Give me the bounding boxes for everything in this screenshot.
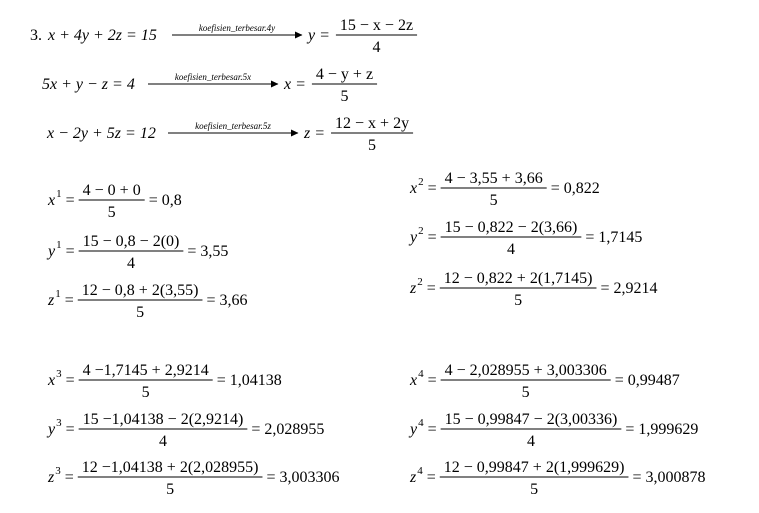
iteration-fraction — [440, 270, 597, 309]
equals-sign: = — [65, 243, 75, 260]
equals-sign: = — [65, 192, 75, 209]
iteration-result: 1,999629 — [638, 421, 699, 438]
iteration-fraction — [79, 182, 145, 221]
iteration-superscript: 2 — [418, 176, 424, 188]
fraction-numerator: 12 −1,04138 + 2(2,028955) — [81, 459, 259, 476]
iteration-variable: x — [410, 372, 418, 389]
equals-sign: = — [64, 292, 74, 309]
iteration-y-3 — [46, 411, 324, 450]
fraction-numerator: 15 − x − 2z — [339, 17, 414, 34]
iteration-superscript: 1 — [55, 288, 61, 300]
equals-sign: = — [148, 192, 158, 209]
fraction-numerator: 4 −1,7145 + 2,9214 — [82, 362, 209, 379]
iteration-x-4 — [409, 362, 680, 401]
fraction-denominator: 5 — [340, 88, 349, 105]
equals-sign: = — [427, 372, 437, 389]
iteration-fraction — [441, 219, 582, 258]
iteration-superscript: 2 — [417, 276, 423, 288]
solved-fraction — [331, 115, 413, 154]
iteration-fraction — [441, 411, 622, 450]
equals-sign: = — [65, 372, 75, 389]
fraction-denominator: 5 — [489, 192, 498, 209]
equals-sign: = — [427, 180, 437, 197]
fraction-numerator: 4 − y + z — [315, 66, 374, 83]
fraction-denominator: 5 — [166, 481, 175, 498]
fraction-numerator: 15 − 0,8 − 2(0) — [82, 233, 180, 250]
fraction-denominator: 4 — [372, 39, 381, 56]
fraction-numerator: 15 −1,04138 − 2(2,9214) — [82, 411, 244, 428]
iteration-y-2 — [408, 219, 642, 258]
fraction-denominator: 4 — [506, 241, 515, 258]
fraction-denominator: 4 — [126, 255, 135, 272]
equals-sign: = — [585, 229, 595, 246]
solved-variable: x = — [284, 76, 306, 93]
solved-variable: y = — [308, 27, 330, 44]
iteration-result: 0,8 — [161, 192, 182, 209]
fraction-denominator: 5 — [521, 384, 530, 401]
iteration-variable: x — [410, 180, 418, 197]
fraction-denominator: 5 — [141, 384, 150, 401]
equation-lhs: 5x + y − z = 4 — [42, 76, 135, 93]
iteration-variable: x — [48, 372, 56, 389]
iteration-variable: x — [48, 192, 56, 209]
iteration-x-3 — [47, 362, 282, 401]
equals-sign: = — [426, 280, 436, 297]
iteration-fraction — [79, 233, 184, 272]
iteration-result: 3,003306 — [279, 469, 340, 486]
fraction-denominator: 5 — [530, 481, 539, 498]
iteration-result: 1,7145 — [598, 229, 643, 246]
iteration-variable: z — [48, 292, 55, 309]
iteration-fraction — [78, 459, 263, 498]
iteration-y-4 — [408, 411, 698, 450]
equals-sign: = — [266, 469, 276, 486]
equals-sign: = — [427, 421, 437, 438]
iteration-result: 0,99487 — [627, 372, 680, 389]
fraction-denominator: 4 — [526, 433, 535, 450]
iteration-results — [46, 170, 706, 498]
iteration-superscript: 3 — [56, 368, 62, 380]
fraction-numerator: 12 − 0,822 + 2(1,7145) — [443, 270, 593, 287]
equals-sign: = — [614, 372, 624, 389]
fraction-denominator: 4 — [158, 433, 167, 450]
iteration-variable: y — [410, 421, 418, 438]
fraction-numerator: 12 − 0,8 + 2(3,55) — [81, 282, 199, 299]
equals-sign: = — [550, 180, 560, 197]
iteration-variable: y — [410, 229, 418, 246]
fraction-numerator: 12 − 0,99847 + 2(1,999629) — [443, 459, 625, 476]
iteration-result: 2,9214 — [613, 280, 658, 297]
equals-sign: = — [187, 243, 197, 260]
iteration-z-4 — [409, 459, 706, 498]
solved-fraction — [312, 66, 377, 105]
arrow-label: koefisien_terbesar.5x — [174, 72, 252, 82]
fraction-numerator: 4 − 2,028955 + 3,003306 — [444, 362, 607, 379]
iteration-superscript: 4 — [418, 368, 424, 380]
iteration-z-3 — [47, 459, 340, 498]
equation-system — [30, 17, 417, 154]
equation-lhs: x + 4y + 2z = 15 — [48, 27, 157, 44]
iteration-superscript: 4 — [417, 465, 423, 477]
iteration-superscript: 3 — [56, 417, 62, 429]
equals-sign: = — [632, 469, 642, 486]
equals-sign: = — [427, 229, 437, 246]
iteration-fraction — [440, 459, 629, 498]
iteration-fraction — [79, 411, 248, 450]
solved-variable: z = — [304, 125, 326, 142]
iteration-fraction — [78, 282, 203, 321]
iteration-result: 3,55 — [200, 243, 229, 260]
iteration-result: 2,028955 — [264, 421, 325, 438]
iteration-superscript: 1 — [56, 188, 62, 200]
equals-sign: = — [625, 421, 635, 438]
fraction-denominator: 5 — [107, 204, 116, 221]
equals-sign: = — [426, 469, 436, 486]
iteration-result: 1,04138 — [229, 372, 282, 389]
fraction-denominator: 5 — [514, 292, 523, 309]
equals-sign: = — [216, 372, 226, 389]
system-equation-3 — [46, 115, 413, 154]
iteration-superscript: 4 — [418, 417, 424, 429]
equals-sign: = — [600, 280, 610, 297]
system-equation-2 — [42, 66, 377, 105]
fraction-denominator: 5 — [136, 304, 145, 321]
iteration-x-2 — [409, 170, 600, 209]
fraction-numerator: 4 − 3,55 + 3,66 — [444, 170, 543, 187]
fraction-numerator: 15 − 0,822 − 2(3,66) — [444, 219, 578, 236]
iteration-variable: z — [410, 280, 417, 297]
arrow-label: koefisien_terbesar.4y — [198, 23, 276, 33]
iteration-x-1 — [47, 182, 182, 221]
equals-sign: = — [251, 421, 261, 438]
iteration-z-2 — [409, 270, 658, 309]
arrow-label: koefisien_terbesar.5z — [195, 121, 271, 131]
iteration-fraction — [441, 362, 611, 401]
equation-lhs: x − 2y + 5z = 12 — [47, 125, 156, 142]
iteration-fraction — [441, 170, 547, 209]
fraction-numerator: 4 − 0 + 0 — [82, 182, 141, 199]
fraction-numerator: 15 − 0,99847 − 2(3,00336) — [444, 411, 618, 428]
iteration-result: 3,66 — [219, 292, 248, 309]
solved-fraction — [336, 17, 417, 56]
fraction-numerator: 12 − x + 2y — [335, 115, 410, 132]
iteration-variable: y — [48, 243, 56, 260]
iteration-y-1 — [46, 233, 228, 272]
equals-sign: = — [64, 469, 74, 486]
equals-sign: = — [206, 292, 216, 309]
fraction-denominator: 5 — [368, 137, 377, 154]
iteration-variable: z — [410, 469, 417, 486]
iteration-result: 0,822 — [563, 180, 600, 197]
iteration-fraction — [79, 362, 213, 401]
iteration-superscript: 2 — [418, 225, 424, 237]
iteration-variable: z — [48, 469, 55, 486]
problem-number: 3. — [30, 27, 42, 44]
iteration-superscript: 3 — [55, 465, 61, 477]
equals-sign: = — [65, 421, 75, 438]
system-equation-1 — [30, 17, 417, 56]
iteration-result: 3,000878 — [645, 469, 706, 486]
iteration-variable: y — [48, 421, 56, 438]
iteration-z-1 — [47, 282, 248, 321]
iteration-superscript: 1 — [56, 239, 62, 251]
